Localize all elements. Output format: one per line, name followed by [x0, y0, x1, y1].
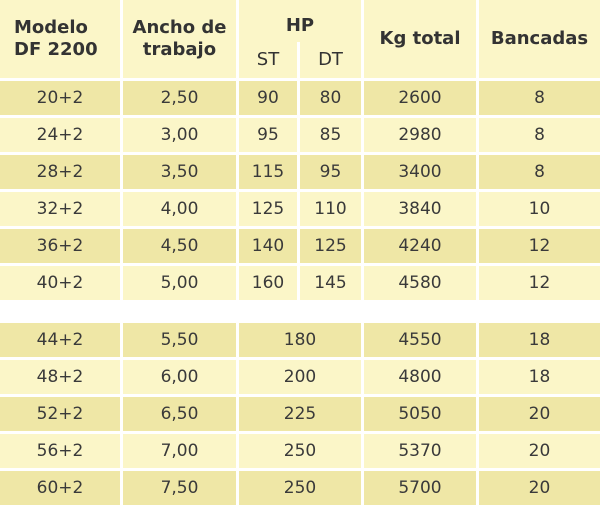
cell-modelo: 28+2	[0, 155, 120, 189]
header-kg-total: Kg total	[364, 0, 476, 78]
cell-st: 90	[239, 81, 297, 115]
cell-st: 125	[239, 192, 297, 226]
cell-kg: 4550	[364, 323, 476, 357]
cell-bancadas: 8	[479, 118, 600, 152]
cell-hp: 250	[239, 434, 361, 468]
cell-modelo: 56+2	[0, 434, 120, 468]
cell-modelo: 24+2	[0, 118, 120, 152]
cell-kg: 5050	[364, 397, 476, 431]
cell-dt: 125	[300, 229, 361, 263]
cell-ancho: 2,50	[123, 81, 236, 115]
cell-dt: 145	[300, 266, 361, 300]
cell-bancadas: 18	[479, 360, 600, 394]
cell-bancadas: 8	[479, 155, 600, 189]
cell-bancadas: 20	[479, 471, 600, 505]
cell-ancho: 6,50	[123, 397, 236, 431]
cell-modelo: 48+2	[0, 360, 120, 394]
cell-kg: 3400	[364, 155, 476, 189]
cell-bancadas: 8	[479, 81, 600, 115]
cell-kg: 2980	[364, 118, 476, 152]
cell-st: 95	[239, 118, 297, 152]
cell-kg: 4580	[364, 266, 476, 300]
cell-hp: 250	[239, 471, 361, 505]
cell-ancho: 5,00	[123, 266, 236, 300]
cell-bancadas: 20	[479, 434, 600, 468]
cell-modelo: 36+2	[0, 229, 120, 263]
header-dt: DT	[300, 42, 361, 78]
header-hp: HP	[239, 0, 361, 42]
cell-bancadas: 18	[479, 323, 600, 357]
cell-kg: 4240	[364, 229, 476, 263]
cell-hp: 200	[239, 360, 361, 394]
cell-kg: 2600	[364, 81, 476, 115]
cell-ancho: 7,00	[123, 434, 236, 468]
cell-ancho: 4,50	[123, 229, 236, 263]
cell-st: 160	[239, 266, 297, 300]
cell-bancadas: 20	[479, 397, 600, 431]
cell-ancho: 3,50	[123, 155, 236, 189]
cell-st: 140	[239, 229, 297, 263]
header-st: ST	[239, 42, 297, 78]
cell-dt: 80	[300, 81, 361, 115]
cell-ancho: 4,00	[123, 192, 236, 226]
cell-modelo: 40+2	[0, 266, 120, 300]
cell-bancadas: 10	[479, 192, 600, 226]
cell-ancho: 3,00	[123, 118, 236, 152]
cell-bancadas: 12	[479, 229, 600, 263]
header-ancho: Ancho de trabajo	[123, 0, 236, 78]
cell-kg: 4800	[364, 360, 476, 394]
cell-st: 115	[239, 155, 297, 189]
cell-dt: 110	[300, 192, 361, 226]
header-bancadas: Bancadas	[479, 0, 600, 78]
cell-modelo: 44+2	[0, 323, 120, 357]
cell-modelo: 20+2	[0, 81, 120, 115]
header-modelo: Modelo DF 2200	[0, 0, 120, 78]
cell-ancho: 6,00	[123, 360, 236, 394]
cell-hp: 180	[239, 323, 361, 357]
cell-ancho: 5,50	[123, 323, 236, 357]
cell-kg: 3840	[364, 192, 476, 226]
cell-hp: 225	[239, 397, 361, 431]
cell-modelo: 60+2	[0, 471, 120, 505]
cell-ancho: 7,50	[123, 471, 236, 505]
cell-bancadas: 12	[479, 266, 600, 300]
cell-dt: 95	[300, 155, 361, 189]
cell-modelo: 32+2	[0, 192, 120, 226]
cell-dt: 85	[300, 118, 361, 152]
cell-kg: 5370	[364, 434, 476, 468]
cell-kg: 5700	[364, 471, 476, 505]
cell-modelo: 52+2	[0, 397, 120, 431]
